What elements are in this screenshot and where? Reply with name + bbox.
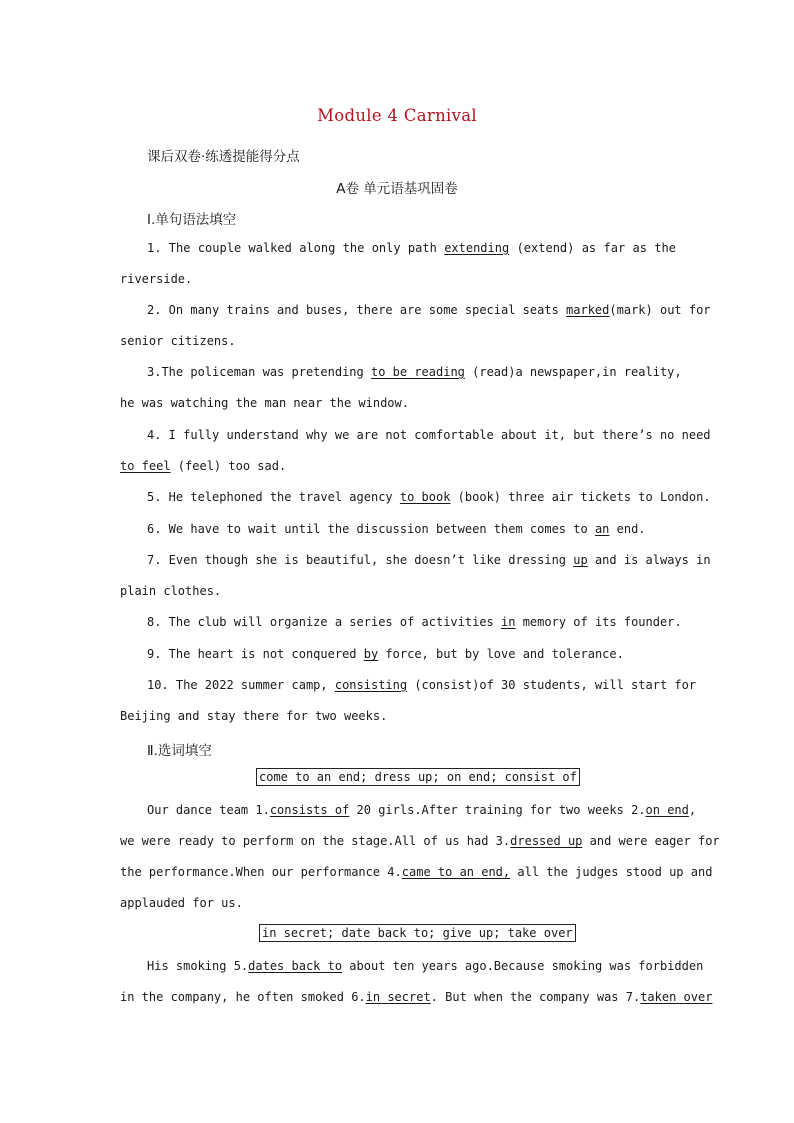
answer-blank: to feel [120, 459, 171, 473]
text-segment: end. [609, 522, 646, 536]
question-line [147, 520, 676, 538]
question-continuation: riverside. [120, 272, 193, 286]
question-line [147, 645, 676, 663]
text-segment: memory of its founder. [515, 615, 682, 629]
text-segment: 20 girls.After training for two weeks 2. [349, 803, 646, 817]
question-line [147, 488, 711, 506]
text-segment: (mark) out for [609, 303, 711, 317]
answer-blank: consisting [334, 678, 408, 692]
answer-blank: in secret [365, 990, 431, 1004]
answer-blank: in [501, 615, 516, 629]
text-segment: 5. He telephoned the travel agency [147, 490, 400, 504]
answer-blank: dates back to [248, 959, 343, 973]
section2-heading: Ⅱ.选词填空 [147, 743, 212, 759]
answer-blank: dressed up [510, 834, 583, 848]
answer-blank: to book [399, 490, 451, 504]
text-segment: (extend) as far as the [509, 241, 676, 255]
question-line [147, 551, 711, 569]
passage-line [120, 894, 676, 912]
text-segment: the performance.When our performance 4. [120, 865, 402, 879]
text-segment: Our dance team 1. [147, 803, 270, 817]
text-segment: force, but by love and tolerance. [378, 647, 624, 661]
answer-blank: consists of [269, 803, 350, 817]
question-line [147, 239, 676, 257]
word-box-2: in secret; date back to; give up; take over [259, 924, 576, 942]
question-continuation: Beijing and stay there for two weeks. [120, 709, 388, 723]
answer-blank: on end [645, 803, 689, 817]
text-segment: . But when the company was 7. [430, 990, 641, 1004]
answer-blank: came to an end, [401, 865, 511, 879]
text-segment: and were eager for [582, 834, 720, 848]
text-segment: about ten years ago.Because smoking was forbidden [342, 959, 704, 973]
text-segment: in the company, he often smoked 6. [120, 990, 366, 1004]
text-segment: (read)a newspaper,in reality, [464, 365, 682, 379]
text-segment: applauded for us. [120, 896, 243, 910]
answer-blank: extending [444, 241, 510, 255]
page-title: Module 4 Carnival [317, 106, 477, 125]
passage-line [120, 832, 720, 850]
section1-heading: Ⅰ.单句语法填空 [147, 212, 237, 228]
text-segment: 3.The policeman was pretending [147, 365, 371, 379]
question-continuation: plain clothes. [120, 584, 222, 598]
text-segment: His smoking 5. [147, 959, 249, 973]
question-continuation: senior citizens. [120, 334, 236, 348]
answer-blank: marked [566, 303, 610, 317]
text-segment: 10. The 2022 summer camp, [147, 678, 335, 692]
passage-line [147, 957, 704, 975]
text-segment: 8. The club will organize a series of activities [147, 615, 502, 629]
question-line [147, 363, 682, 381]
answer-blank: by [363, 647, 379, 661]
question-line: 4. I fully understand why we are not comfortable about it, but there’s no need [147, 428, 711, 442]
answer-blank: taken over [640, 990, 713, 1004]
text-segment: (feel) too sad. [170, 459, 287, 473]
question-line [147, 613, 682, 631]
text-segment: and is always in [587, 553, 711, 567]
answer-blank: an [594, 522, 610, 536]
answer-blank: to be reading [370, 365, 465, 379]
word-box-1: come to an end; dress up; on end; consist of [256, 768, 580, 786]
subtitle: 课后双卷·练透提能得分点 [147, 149, 300, 165]
text-segment: (book) three air tickets to London. [450, 490, 711, 504]
text-segment: 1. The couple walked along the only path [147, 241, 445, 255]
question-line [147, 301, 711, 319]
text-segment: all the judges stood up and [510, 865, 713, 879]
answer-blank: up [573, 553, 588, 567]
text-segment: , [688, 803, 697, 817]
text-segment: we were ready to perform on the stage.All of us had 3. [120, 834, 511, 848]
text-segment: 9. The heart is not conquered [147, 647, 364, 661]
passage-line [120, 863, 713, 881]
question-continuation [120, 457, 676, 475]
text-segment: (consist)of 30 students, will start for [407, 678, 697, 692]
question-continuation: he was watching the man near the window. [120, 396, 409, 410]
passage-line [147, 801, 697, 819]
passage-line [120, 988, 713, 1006]
volume-heading: A卷 单元语基巩固卷 [336, 181, 458, 197]
text-segment: 6. We have to wait until the discussion between them comes to [147, 522, 595, 536]
text-segment: 7. Even though she is beautiful, she doesn’t like dressing [147, 553, 574, 567]
text-segment: 2. On many trains and buses, there are some special seats [147, 303, 567, 317]
question-line [147, 676, 697, 694]
